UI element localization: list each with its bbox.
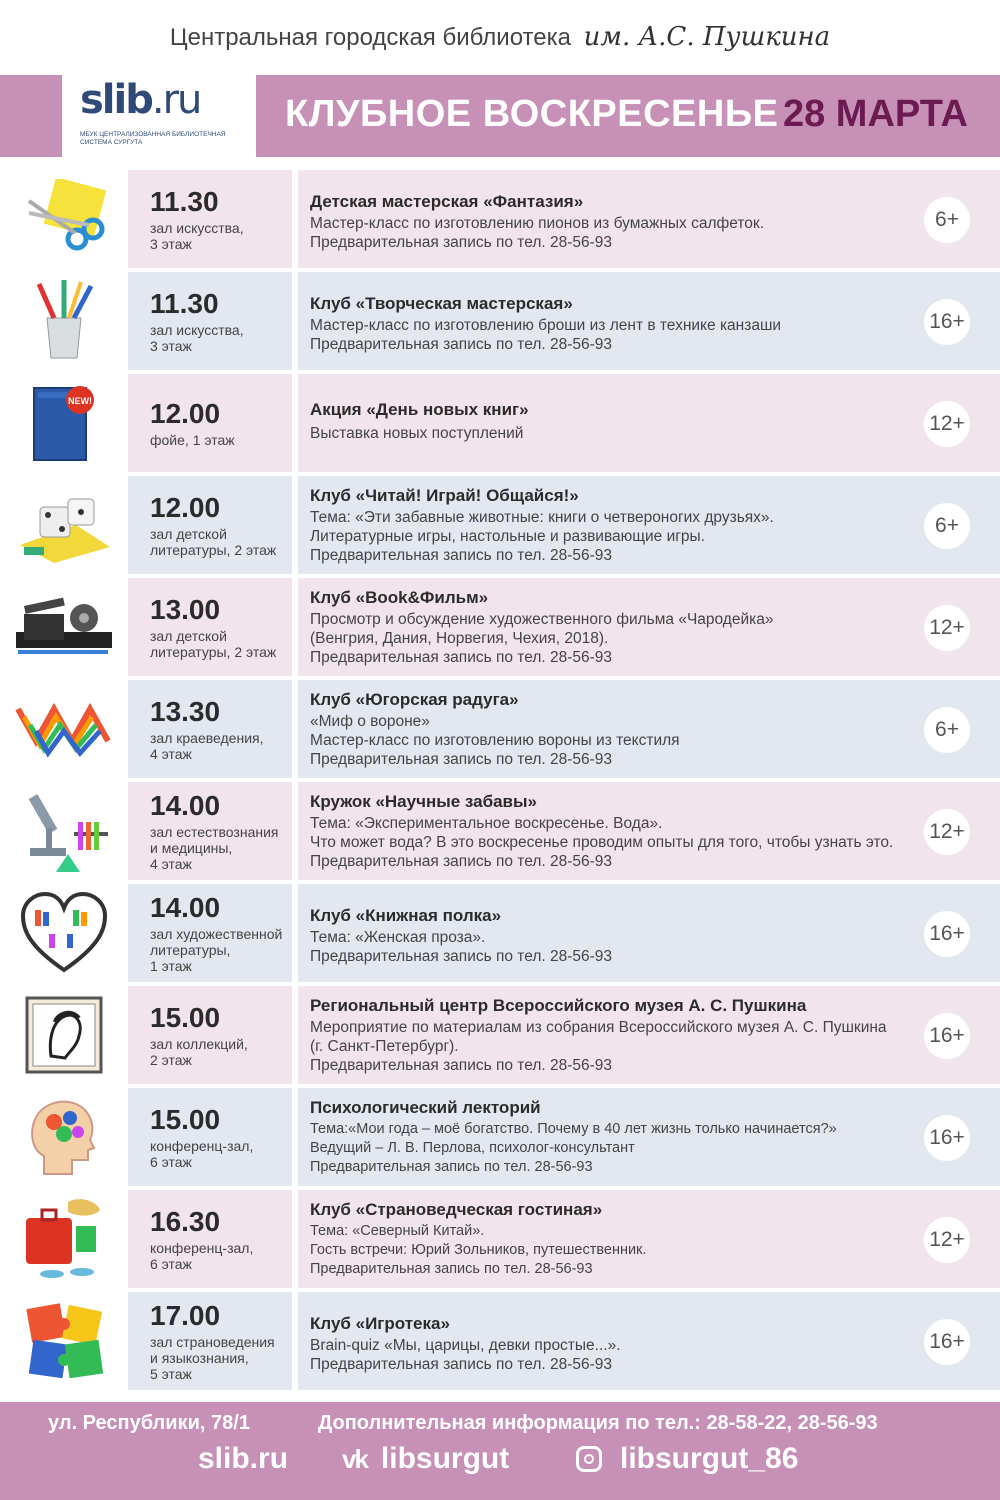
microscope-icon	[14, 788, 114, 874]
age-rating-badge: 6+	[924, 197, 970, 243]
event-time-box	[128, 1088, 292, 1186]
scissors-paper-icon	[14, 176, 114, 262]
logo-subtitle: МБУК ЦЕНТРАЛИЗОВАННАЯ БИБЛИОТЕЧНАЯ СИСТЕМА СУРГУТА	[80, 131, 226, 146]
library-name: Центральная городская библиотека	[169, 24, 571, 51]
event-info-box	[298, 1190, 1000, 1288]
age-rating-badge: 12+	[924, 401, 970, 447]
event-location: зал страноведения и языкознания, 5 этаж	[150, 1334, 275, 1382]
event-time: 16.30	[150, 1206, 221, 1237]
event-date: 28 МАРТА	[782, 93, 968, 135]
event-description: Brain-quiz «Мы, царицы, девки простые...». Предварительная запись по тел. 28-56-93	[310, 1337, 621, 1373]
event-row	[0, 1088, 1000, 1186]
event-description: Выставка новых поступлений	[310, 425, 524, 442]
event-location: зал детской литературы, 2 этаж	[150, 628, 277, 660]
event-row	[0, 884, 1000, 982]
event-location: конференц-зал, 6 этаж	[150, 1240, 254, 1272]
footer-vk-link[interactable]	[342, 1442, 509, 1476]
event-info-box	[298, 782, 1000, 880]
rainbow-icon	[14, 686, 114, 772]
event-info-box	[298, 170, 1000, 268]
event-time: 12.00	[150, 492, 221, 523]
age-rating-badge: 12+	[924, 605, 970, 651]
event-row	[0, 782, 1000, 880]
event-time: 15.00	[150, 1104, 221, 1135]
event-row	[0, 578, 1000, 676]
header-banner	[0, 75, 1000, 157]
event-info-box	[298, 986, 1000, 1084]
head-gears-icon	[14, 1094, 114, 1180]
event-description: Тема: «Эти забавные животные: книги о четвероногих друзьях». Литературные игры, настольные и развивающие игры. Предварительная запись по тел. 28-56-93	[310, 509, 774, 564]
event-info-box	[298, 680, 1000, 778]
event-time: 11.30	[150, 186, 219, 217]
age-rating-badge: 6+	[924, 707, 970, 753]
event-title: Кружок «Научные забавы»	[310, 792, 537, 811]
event-title: Клуб «Игротека»	[310, 1314, 450, 1333]
age-rating-badge: 16+	[924, 1319, 970, 1365]
event-location: зал художественной литературы, 1 этаж	[150, 926, 283, 974]
new-book-icon	[14, 380, 114, 466]
instagram-handle: libsurgut_86	[620, 1442, 799, 1475]
event-location: зал коллекций, 2 этаж	[150, 1036, 248, 1068]
event-info-box	[298, 578, 1000, 676]
event-time: 12.00	[150, 398, 221, 429]
event-time-box	[128, 680, 292, 778]
event-time: 14.00	[150, 790, 221, 821]
event-location: зал детской литературы, 2 этаж	[150, 526, 277, 558]
event-description: Тема: «Северный Китай». Гость встречи: Юрий Зольников, путешественник. Предварительная запись по тел. 28-56-93	[310, 1223, 647, 1277]
puzzle-icon	[14, 1298, 114, 1384]
event-info-box	[298, 1088, 1000, 1186]
event-info-box	[298, 476, 1000, 574]
event-row	[0, 272, 1000, 370]
event-time-box	[128, 782, 292, 880]
event-description: Тема:«Мои года – моё богатство. Почему в 40 лет жизнь только начинается?» Ведущий – Л. В. Перлова, психолог-консультант Предварительная запись по тел. 28-56-93	[310, 1121, 837, 1175]
event-title: Клуб «Югорская радуга»	[310, 690, 519, 709]
age-rating-badge: 16+	[924, 1013, 970, 1059]
film-camera-icon	[14, 584, 114, 670]
event-row	[0, 986, 1000, 1084]
event-time-box	[128, 170, 292, 268]
event-time-box	[128, 476, 292, 574]
dice-icon	[14, 482, 114, 568]
event-description: «Миф о вороне» Мастер-класс по изготовлению вороны из текстиля Предварительная запись по тел. 28-56-93	[310, 713, 680, 768]
event-time-box	[128, 272, 292, 370]
vk-icon: vk	[342, 1443, 367, 1474]
footer-instagram-link[interactable]	[576, 1442, 798, 1476]
event-location: конференц-зал, 6 этаж	[150, 1138, 254, 1170]
event-row	[0, 680, 1000, 778]
event-description: Тема: «Экспериментальное воскресенье. Вода». Что может вода? В это воскресенье проводим опыты для того, чтобы узнать это. Предварительная запись по тел. 28-56-93	[310, 815, 894, 870]
event-time: 11.30	[150, 288, 219, 319]
event-time-box	[128, 374, 292, 472]
event-description: Мастер-класс по изготовлению броши из лент в технике канзаши Предварительная запись по тел. 28-56-93	[310, 317, 782, 353]
page-title: КЛУБНОЕ ВОСКРЕСЕНЬЕ	[285, 93, 779, 135]
event-time: 13.00	[150, 594, 221, 625]
event-time-box	[128, 1190, 292, 1288]
pushkin-signature: им. А.С. Пушкина	[583, 22, 831, 52]
instagram-icon	[576, 1446, 602, 1472]
event-row	[0, 476, 1000, 574]
event-title: Психологический лекторий	[310, 1098, 541, 1117]
event-description: Мастер-класс по изготовлению пионов из бумажных салфеток. Предварительная запись по тел. 28-56-93	[310, 215, 765, 251]
event-time: 15.00	[150, 1002, 221, 1033]
footer	[0, 1402, 1000, 1500]
age-rating-badge: 12+	[924, 809, 970, 855]
age-rating-badge: 16+	[924, 1115, 970, 1161]
svg-text:NEW!: NEW!	[68, 396, 92, 406]
event-description: Просмотр и обсуждение художественного фильма «Чародейка» (Венгрия, Дания, Норвегия, Чехия, 2018). Предварительная запись по тел. 28-56-93	[310, 611, 774, 666]
event-title: Клуб «Творческая мастерская»	[310, 294, 573, 313]
event-info-box	[298, 374, 1000, 472]
logo[interactable]	[62, 75, 256, 157]
heart-bookshelf-icon	[14, 890, 114, 976]
event-time-box	[128, 884, 292, 982]
event-row	[0, 1190, 1000, 1288]
event-time: 13.30	[150, 696, 221, 727]
event-description: Мероприятие по материалам из собрания Всероссийского музея А. С. Пушкина (г. Санкт-Петербург). Предварительная запись по тел. 28-56-93	[310, 1019, 887, 1074]
event-row	[0, 170, 1000, 268]
footer-info: Дополнительная информация по тел.: 28-58-22, 28-56-93	[318, 1412, 878, 1434]
event-location: зал искусства, 3 этаж	[150, 322, 244, 354]
event-title: Региональный центр Всероссийского музея А. С. Пушкина	[310, 996, 807, 1015]
art-supplies-icon	[14, 278, 114, 364]
logo-wordmark: slib.ru	[80, 77, 201, 123]
footer-address: ул. Республики, 78/1	[48, 1412, 250, 1434]
event-time-box	[128, 1292, 292, 1390]
event-row	[0, 374, 1000, 472]
footer-site-link[interactable]: slib.ru	[198, 1442, 289, 1475]
event-info-box	[298, 272, 1000, 370]
age-rating-badge: 12+	[924, 1217, 970, 1263]
event-time: 17.00	[150, 1300, 221, 1331]
event-title: Клуб «Book&Фильм»	[310, 588, 489, 607]
pushkin-portrait-icon	[14, 992, 114, 1078]
event-title: Акция «День новых книг»	[310, 400, 529, 419]
suitcase-icon	[14, 1196, 114, 1282]
event-title: Детская мастерская «Фантазия»	[310, 192, 584, 211]
event-time-box	[128, 578, 292, 676]
library-heading	[0, 22, 1000, 58]
event-info-box	[298, 1292, 1000, 1390]
event-description: Тема: «Женская проза». Предварительная запись по тел. 28-56-93	[310, 929, 613, 965]
event-title: Клуб «Страноведческая гостиная»	[310, 1200, 603, 1219]
event-info-box	[298, 884, 1000, 982]
vk-handle: libsurgut	[380, 1442, 510, 1475]
event-location: зал краеведения, 4 этаж	[150, 730, 264, 762]
event-location: зал искусства, 3 этаж	[150, 220, 244, 252]
event-location: фойе, 1 этаж	[150, 432, 235, 448]
event-time: 14.00	[150, 892, 221, 923]
event-title: Клуб «Читай! Играй! Общайся!»	[310, 486, 579, 505]
event-time-box	[128, 986, 292, 1084]
event-location: зал естествознания и медицины, 4 этаж	[150, 824, 279, 872]
event-row	[0, 1292, 1000, 1390]
age-rating-badge: 6+	[924, 503, 970, 549]
age-rating-badge: 16+	[924, 299, 970, 345]
event-title: Клуб «Книжная полка»	[310, 906, 502, 925]
age-rating-badge: 16+	[924, 911, 970, 957]
